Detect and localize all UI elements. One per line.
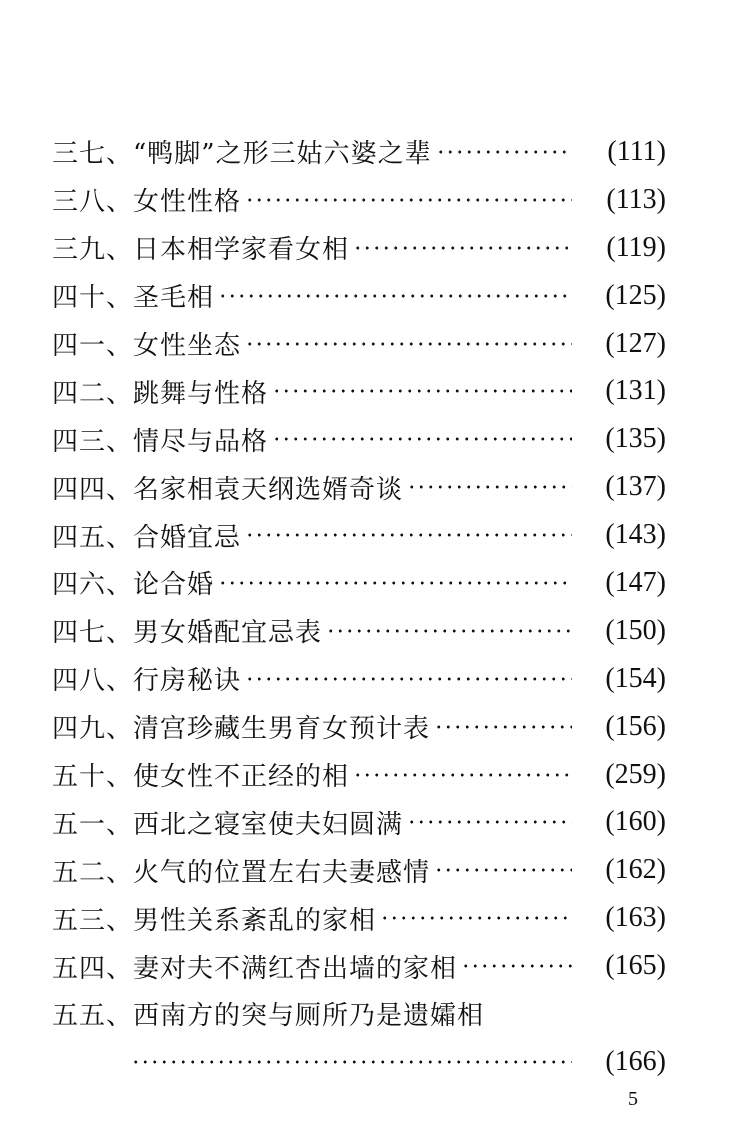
toc-entry-last-title-line	[52, 990, 666, 1038]
toc-entry-title: 五二、火气的位置左右夫妻感情	[52, 857, 431, 888]
dot-leader	[245, 196, 572, 204]
toc-entry-page: (166)	[605, 1045, 666, 1077]
toc-entry	[52, 655, 666, 703]
toc-entry-last-page-line	[52, 1038, 666, 1086]
toc-entry-page: (137)	[605, 471, 666, 503]
dot-leader	[407, 818, 572, 826]
toc-entry-title: 三九、日本相学家看女相	[52, 235, 350, 266]
dot-leader	[353, 244, 572, 252]
toc-entry-title: 五四、妻对夫不满红杏出墙的家相	[52, 953, 458, 984]
toc-entry-title: 四八、行房秘诀	[52, 666, 242, 697]
toc-entry-page: (163)	[605, 902, 666, 934]
toc-entry-title: 四四、名家相袁天纲选婿奇谈	[52, 474, 404, 505]
toc-entry	[52, 942, 666, 990]
toc-entry-page: (160)	[605, 806, 666, 838]
toc-entry-page: (259)	[605, 758, 666, 790]
dot-leader	[272, 387, 572, 395]
dot-leader	[245, 675, 572, 683]
toc-entry-title: 四六、论合婚	[52, 570, 215, 601]
page-number: 5	[628, 1088, 638, 1110]
toc-entry-page: (113)	[606, 183, 666, 215]
dot-leader	[272, 435, 572, 443]
toc-entry-title: 四一、女性坐态	[52, 331, 242, 361]
toc-entry-page: (147)	[605, 566, 666, 598]
toc-entry-page: (131)	[605, 375, 666, 407]
toc-entry-title: 五三、男性关系紊乱的家相	[52, 905, 377, 936]
dot-leader	[434, 866, 572, 874]
toc-entry	[52, 894, 666, 942]
toc-entry	[52, 846, 666, 894]
dot-leader	[436, 148, 572, 156]
toc-entry	[52, 751, 666, 799]
toc-entry	[52, 463, 666, 511]
toc-entry-title: 五五、西南方的突与厕所乃是遗孀相	[52, 1001, 485, 1032]
toc-entry-title: 四二、跳舞与性格	[52, 378, 269, 409]
dot-leader	[380, 914, 572, 922]
toc-entry-page: (165)	[605, 950, 666, 982]
toc-entry	[52, 224, 666, 272]
toc-entry-title: 四九、清宫珍藏生男育女预计表	[52, 714, 431, 745]
toc-entry-title: 三八、女性性格	[52, 187, 242, 218]
toc-entry	[52, 176, 666, 224]
toc-entry-page: (154)	[605, 662, 666, 694]
toc-entry-title: 四十、圣毛相	[52, 283, 215, 314]
toc-entry	[52, 128, 666, 176]
toc-entry-title: 三七、“鸭脚”之形三姑六婆之辈	[52, 139, 432, 170]
dot-leader	[218, 292, 572, 300]
toc-entry	[52, 272, 666, 320]
dot-leader	[407, 483, 572, 491]
dot-leader	[245, 340, 572, 348]
toc-entry-title: 四五、合婚宜忌	[52, 522, 242, 553]
toc-entry-page: (119)	[606, 231, 666, 263]
toc-entry-page: (135)	[605, 423, 666, 455]
toc-entry-page: (150)	[605, 614, 666, 646]
toc-entry-title: 四七、男女婚配宜忌表	[52, 618, 323, 649]
toc-entry	[52, 607, 666, 655]
table-of-contents	[52, 128, 666, 1086]
dot-leader	[218, 579, 572, 587]
dot-leader	[434, 723, 572, 731]
toc-entry	[52, 559, 666, 607]
toc-entry	[52, 798, 666, 846]
dot-leader	[461, 962, 572, 970]
toc-entry	[52, 511, 666, 559]
toc-entry	[52, 320, 666, 368]
dot-leader	[245, 531, 572, 539]
toc-entry-title: 五十、使女性不正经的相	[52, 762, 350, 793]
toc-entry-page: (162)	[605, 854, 666, 886]
toc-entry	[52, 367, 666, 415]
toc-entry	[52, 703, 666, 751]
toc-entry-title: 四三、情尽与品格	[52, 426, 269, 457]
dot-leader	[353, 771, 572, 779]
toc-entry-page: (143)	[605, 519, 666, 551]
toc-entry-page: (111)	[607, 135, 666, 167]
dot-leader	[326, 627, 572, 635]
toc-entry-title: 五一、西北之寝室使夫妇圆满	[52, 809, 404, 840]
toc-entry-page: (127)	[605, 327, 666, 359]
toc-entry-page: (125)	[605, 279, 666, 311]
toc-entry-page: (156)	[605, 710, 666, 742]
dot-leader	[131, 1058, 572, 1066]
toc-entry	[52, 415, 666, 463]
